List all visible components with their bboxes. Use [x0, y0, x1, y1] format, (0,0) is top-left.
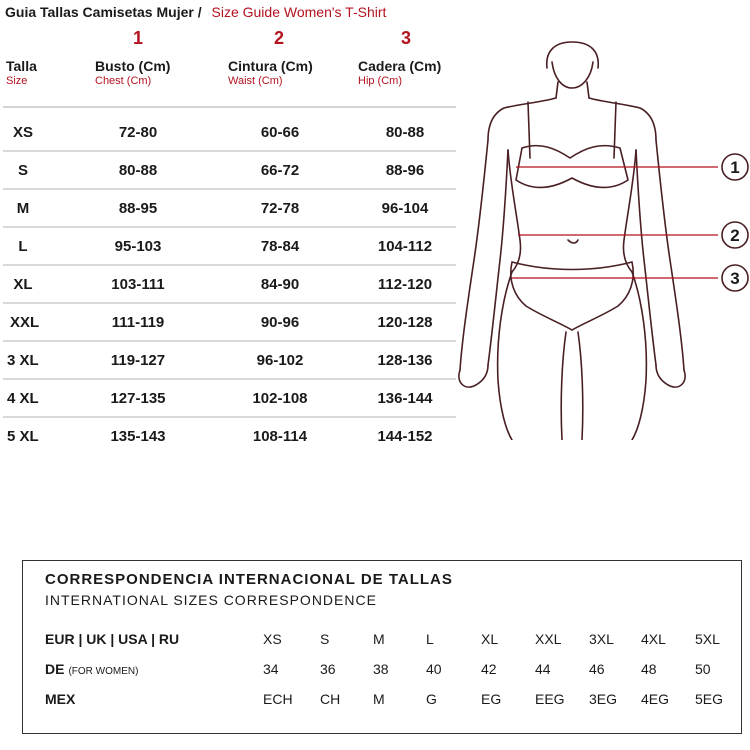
intl-value: 50 — [695, 661, 711, 677]
bust-cell: 111-119 — [111, 314, 165, 331]
head-outline — [547, 42, 598, 68]
size-cell: XL — [13, 276, 33, 293]
left-arm-inner — [488, 150, 508, 365]
size-cell: M — [16, 200, 30, 217]
waist-cell: 60-66 — [260, 124, 300, 141]
international-sizes-box — [22, 560, 742, 734]
bust-cell: 80-88 — [118, 162, 158, 179]
bust-cell: 72-80 — [118, 124, 158, 141]
size-cell: S — [17, 162, 28, 179]
hip-cell: 144-152 — [377, 428, 433, 445]
international-subtitle: INTERNATIONAL SIZES CORRESPONDENCE — [45, 592, 377, 608]
intl-row-label: MEX — [45, 691, 76, 707]
intl-value: 44 — [535, 661, 551, 677]
bust-column-number: 1 — [132, 28, 143, 48]
intl-row-label: EUR | UK | USA | RU — [45, 631, 180, 647]
bust-cell: 88-95 — [118, 200, 158, 217]
bust-cell: 135-143 — [110, 428, 166, 445]
waist-header — [228, 58, 313, 87]
intl-value: M — [373, 631, 385, 647]
neck-right — [587, 82, 589, 98]
bust-header-label: Busto (Cm) — [95, 58, 171, 74]
right-arm-inner — [636, 150, 656, 365]
table-row — [0, 152, 460, 190]
marker-1-label: 1 — [730, 158, 740, 177]
waist-cell: 84-90 — [260, 276, 300, 293]
title-spanish: Guia Tallas Camisetas Mujer / — [5, 4, 202, 20]
intl-value: S — [320, 631, 330, 647]
right-arm-outer — [656, 140, 684, 370]
table-row — [0, 114, 460, 152]
intl-value: 3XL — [589, 631, 614, 647]
table-row — [0, 380, 460, 418]
waist-column-number: 2 — [273, 28, 284, 48]
intl-row-eur — [23, 631, 741, 655]
neck-left — [556, 82, 558, 98]
waist-cell: 78-84 — [260, 238, 300, 255]
hip-cell: 120-128 — [377, 314, 433, 331]
intl-value: EG — [481, 691, 502, 707]
table-row — [0, 342, 460, 380]
table-row — [0, 266, 460, 304]
waist-cell: 96-102 — [256, 352, 304, 369]
waist-cell: 66-72 — [260, 162, 300, 179]
hip-header — [358, 58, 441, 87]
intl-value: G — [426, 691, 437, 707]
intl-value: 3EG — [589, 691, 618, 707]
size-cell: XS — [12, 124, 33, 141]
bust-cell: 119-127 — [110, 352, 166, 369]
table-row — [0, 190, 460, 228]
hip-cell: 128-136 — [377, 352, 433, 369]
intl-value: 48 — [641, 661, 657, 677]
left-hand — [459, 365, 488, 387]
intl-value: CH — [320, 691, 341, 707]
hip-cell: 136-144 — [377, 390, 433, 407]
intl-value: 4EG — [641, 691, 670, 707]
bust-header — [95, 58, 170, 87]
waist-cell: 90-96 — [260, 314, 300, 331]
intl-value: M — [373, 691, 385, 707]
bust-cell: 95-103 — [114, 238, 162, 255]
left-leg-inner — [561, 332, 566, 440]
international-title: CORRESPONDENCIA INTERNACIONAL DE TALLAS — [45, 571, 453, 588]
size-cell: 4 XL — [7, 390, 39, 407]
table-row — [0, 304, 460, 342]
intl-value: XS — [263, 631, 282, 647]
size-header-label: Talla — [6, 58, 37, 74]
table-row — [0, 228, 460, 266]
left-arm-outer — [460, 140, 488, 370]
waist-cell: 108-114 — [252, 428, 308, 445]
table-row — [0, 418, 460, 456]
hip-cell: 104-112 — [377, 238, 433, 255]
left-strap — [528, 102, 530, 158]
intl-row-de — [23, 661, 741, 685]
intl-value: L — [426, 631, 434, 647]
page-title — [5, 4, 386, 20]
left-shoulder — [488, 98, 556, 140]
hip-cell: 112-120 — [377, 276, 433, 293]
hip-header-sublabel: Hip (Cm) — [358, 75, 402, 87]
intl-value: XXL — [535, 631, 562, 647]
intl-row-mex — [23, 691, 741, 715]
intl-value: ECH — [263, 691, 293, 707]
marker-2-label: 2 — [730, 226, 740, 245]
navel — [568, 240, 578, 243]
intl-value: 5XL — [695, 631, 720, 647]
right-hand — [656, 365, 685, 387]
waist-cell: 102-108 — [252, 390, 308, 407]
waist-cell: 72-78 — [260, 200, 300, 217]
body-figure-illustration — [450, 40, 750, 440]
right-shoulder — [589, 98, 656, 140]
size-cell: 3 XL — [7, 352, 39, 369]
right-leg-inner — [578, 332, 583, 440]
intl-row-note: (FOR WOMEN) — [68, 666, 139, 677]
size-cell: 5 XL — [7, 428, 39, 445]
left-leg-outer — [498, 272, 512, 440]
size-cell: L — [18, 238, 28, 255]
intl-value: 38 — [373, 661, 389, 677]
right-strap — [614, 102, 616, 158]
intl-value: 36 — [320, 661, 336, 677]
hip-column-number: 3 — [400, 28, 411, 48]
intl-value: 42 — [481, 661, 497, 677]
header-divider — [3, 106, 456, 108]
right-leg-outer — [632, 272, 646, 440]
title-english: Size Guide Women's T-Shirt — [211, 4, 387, 20]
bust-cell: 103-111 — [111, 276, 165, 293]
intl-value: 4XL — [641, 631, 666, 647]
bust-header-sublabel: Chest (Cm) — [95, 75, 152, 87]
waist-header-label: Cintura (Cm) — [228, 58, 313, 74]
hip-header-label: Cadera (Cm) — [358, 58, 442, 74]
intl-value: 40 — [426, 661, 442, 677]
intl-value: EEG — [535, 691, 565, 707]
intl-value: 5EG — [695, 691, 724, 707]
bust-cell: 127-135 — [110, 390, 166, 407]
intl-value: 46 — [589, 661, 605, 677]
hip-cell: 80-88 — [385, 124, 425, 141]
hip-cell: 88-96 — [385, 162, 425, 179]
size-cell: XXL — [10, 314, 40, 331]
intl-row-label — [45, 661, 138, 677]
size-header — [6, 58, 37, 87]
waist-header-sublabel: Waist (Cm) — [228, 75, 283, 87]
marker-3-label: 3 — [730, 269, 740, 288]
intl-value: 34 — [263, 661, 279, 677]
hip-cell: 96-104 — [381, 200, 429, 217]
intl-row-label-text: DE — [45, 661, 65, 677]
briefs-outline — [511, 262, 633, 330]
intl-value: XL — [481, 631, 499, 647]
size-header-sublabel: Size — [6, 75, 28, 87]
